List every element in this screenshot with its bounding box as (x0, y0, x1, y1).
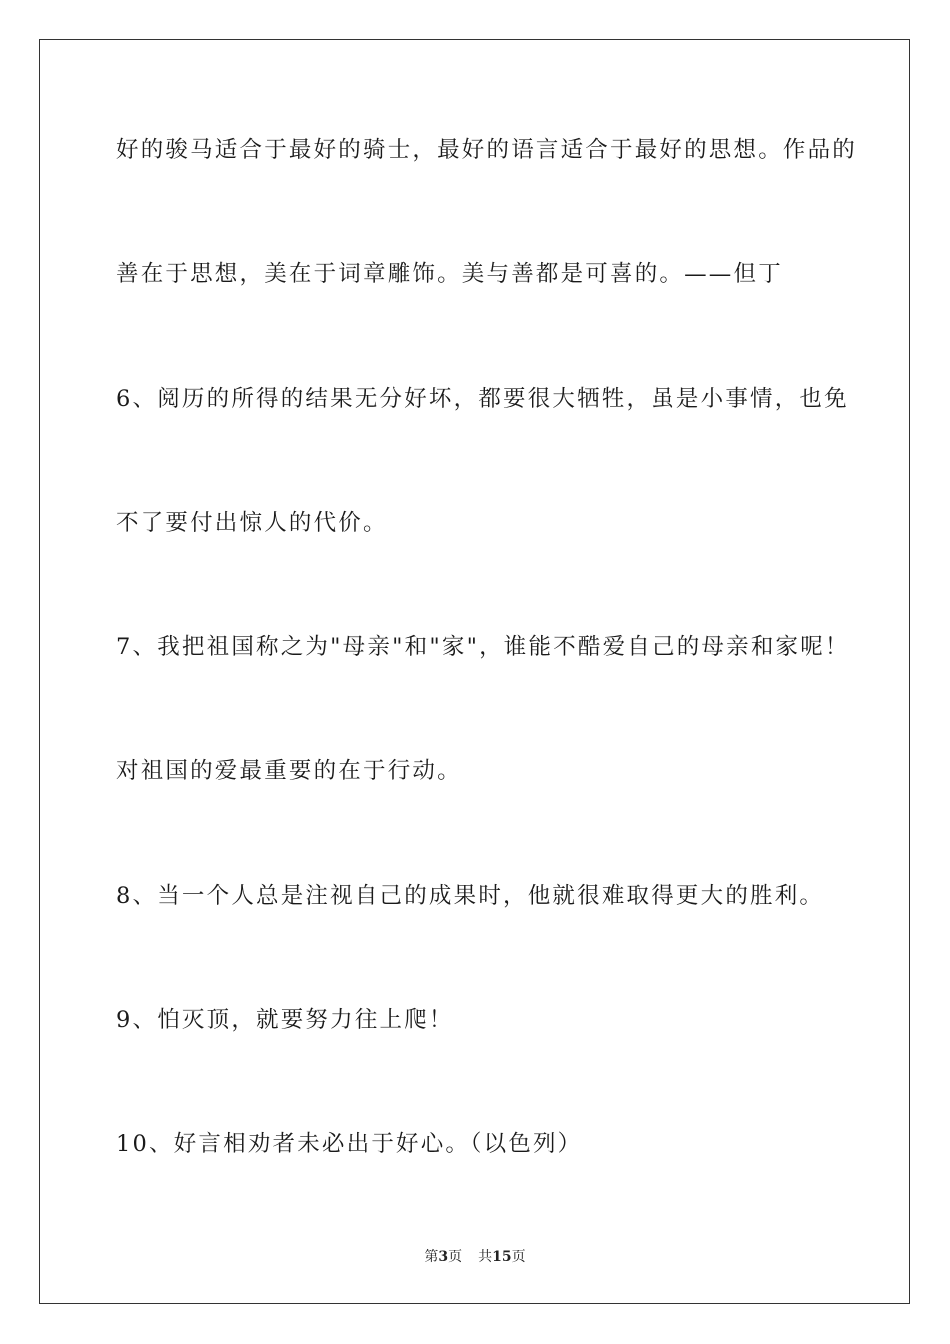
total-prefix: 共 (478, 1249, 493, 1265)
total-suffix: 页 (511, 1249, 526, 1265)
text-line: 好的骏马适合于最好的骑士，最好的语言适合于最好的思想。作品的 (116, 137, 858, 163)
page-frame (39, 39, 910, 1304)
text-line: 9、怕灭顶，就要努力往上爬！ (116, 1007, 454, 1033)
text-line: 不了要付出惊人的代价。 (116, 510, 388, 536)
total-pages: 15 (492, 1249, 512, 1265)
page-suffix: 页 (448, 1249, 463, 1265)
text-line: 10、好言相劝者未必出于好心。（以色列） (116, 1131, 583, 1157)
text-line: 7、我把祖国称之为"母亲"和"家"，谁能不酷爱自己的母亲和家呢！ (116, 634, 850, 660)
page-prefix: 第 (424, 1249, 439, 1265)
text-line: 8、当一个人总是注视自己的成果时，他就很难取得更大的胜利。 (116, 883, 825, 909)
page-footer (0, 1247, 950, 1267)
text-line: 对祖国的爱最重要的在于行动。 (116, 758, 462, 784)
text-line: 6、阅历的所得的结果无分好坏，都要很大牺牲，虽是小事情，也免 (116, 386, 849, 412)
text-line: 善在于思想，美在于词章雕饰。美与善都是可喜的。——但丁 (116, 261, 783, 287)
page-number: 3 (438, 1249, 449, 1265)
